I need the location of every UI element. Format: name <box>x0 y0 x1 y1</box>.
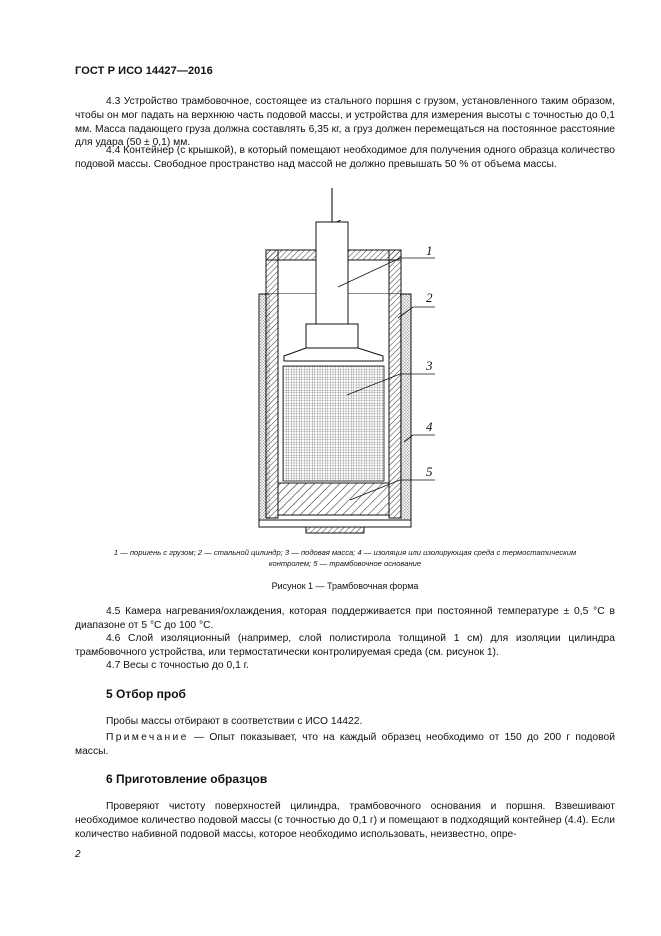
label-1: 1 <box>426 243 433 258</box>
clause-4-3: 4.3 Устройство трамбовочное, состоящее из стального поршня с грузом, установленного таким образом, чтобы он мог падать на верхнюю часть подовой массы, и устройства для измерения высоты с точностью до 0,1 мм. Масса падающего груза должна составлять 6,35 кг, а груз должен перемещаться на постоянное расстояние для удара (50 ± 0,1) мм. <box>75 96 615 149</box>
section-5-text: Пробы массы отбирают в соответствии с ИСО 14422. <box>106 716 363 727</box>
label-4: 4 <box>426 419 433 434</box>
section-6-heading: 6 Приготовление образцов <box>106 772 268 786</box>
clause-4-4: 4.4 Контейнер (с крышкой), в который помещают необходимое для получения одного образца количество подовой массы. Свободное пространство над массой не должно превышать 50 % от объема массы. <box>75 145 615 170</box>
tamping-base <box>278 483 389 515</box>
section-6-text: Проверяют чистоту поверхностей цилиндра, трамбовочного основания и поршня. Взвешивают необходимое количество подовой массы (с точностью до 0,1 г) и помещают в подходящий контейнер (4.4). Если количество набивной подовой массы, которое необходимо использовать, неизвестно, опре- <box>75 801 616 840</box>
cylinder-right-wall <box>389 250 401 518</box>
base-foot <box>306 527 364 533</box>
label-5: 5 <box>426 464 433 479</box>
figure-legend-line-2: контролем; 5 — трамбовочное основание <box>268 558 422 568</box>
clause-4-5: 4.5 Камера нагревания/охлаждения, которая поддерживается при постоянной температуре ± 0,5 °С в диапазоне от 5 °С до 100 °С. <box>75 606 615 631</box>
paste-mass <box>283 366 384 481</box>
page-number: 2 <box>75 849 81 860</box>
cylinder-left-wall <box>266 250 278 518</box>
bottom-plate <box>259 520 411 527</box>
clause-4-6: 4.6 Слой изоляционный (например, слой полистирола толщиной 1 см) для изоляции цилиндра трамбовочного устройства, или термостатически контролируемая среда (см. рисунок 1). <box>75 633 615 658</box>
clause-4-7: 4.7 Весы с точностью до 0,1 г. <box>106 660 250 671</box>
document-header: ГОСТ Р ИСО 14427—2016 <box>75 65 213 77</box>
label-3: 3 <box>426 358 433 373</box>
section-5-note <box>75 731 615 759</box>
piston-head <box>306 324 358 348</box>
figure-legend-line-1: 1 — поршень с грузом; 2 — стальной цилиндр; 3 — подовая масса; 4 — изоляция или изолирующая среда с термостатическим <box>113 548 577 557</box>
figure-legend <box>75 548 615 569</box>
note-text: — Опыт показывает, что на каждый образец необходимо от 150 до 200 г подовой массы. <box>75 732 615 757</box>
figure-title: Рисунок 1 — Трамбовочная форма <box>271 581 419 591</box>
note-label: Примечание <box>106 732 189 743</box>
piston-rod <box>316 222 348 324</box>
label-2: 2 <box>426 290 433 305</box>
section-5-heading: 5 Отбор проб <box>106 687 186 701</box>
